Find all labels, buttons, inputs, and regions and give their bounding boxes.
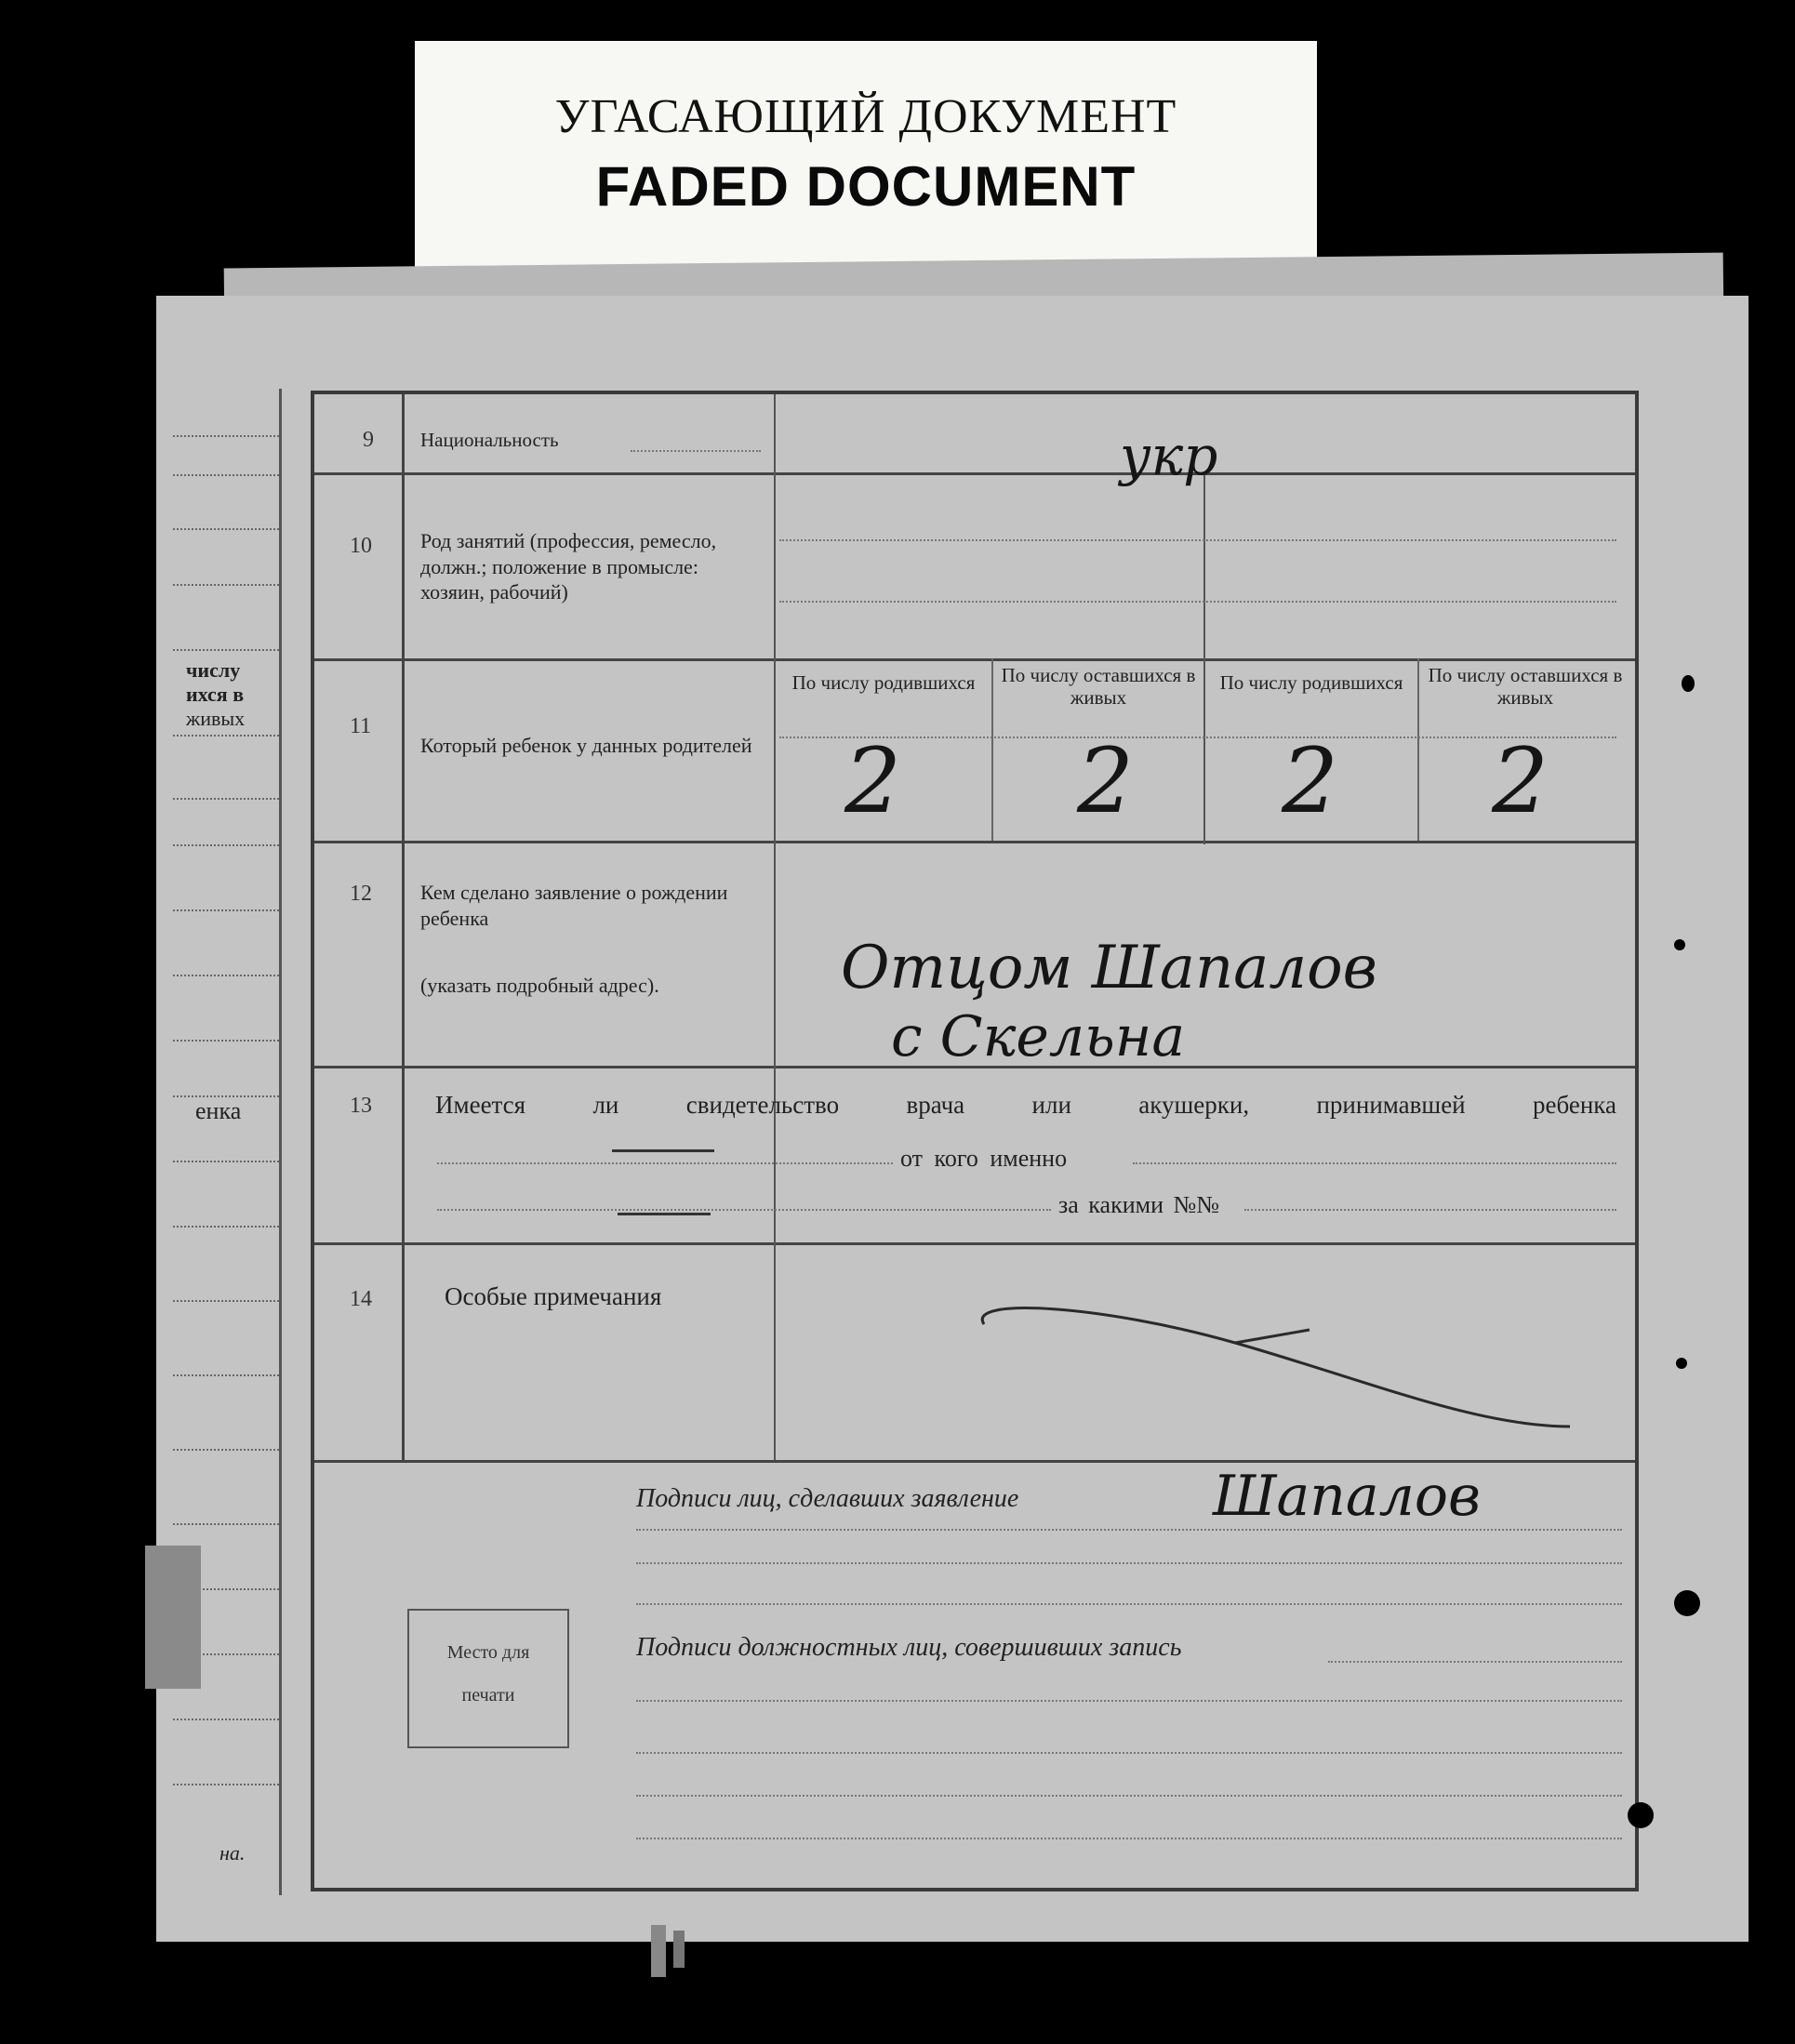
faded-label-ru: УГАСАЮЩИЙ ДОКУМЕНТ xyxy=(554,90,1177,143)
row-13-dash-1 xyxy=(612,1149,714,1152)
strip-text-4: енка xyxy=(195,1097,242,1124)
bottom-tab-2 xyxy=(673,1931,685,1968)
row-9-label: Национальность xyxy=(420,429,559,451)
row-10-label: Род занятий (профессия, ремесло, должн.; положение в промысле: хозяин, рабочий) xyxy=(420,529,717,604)
stamp-place-line-1: Место для xyxy=(446,1642,530,1663)
row-11-header-1: По числу родившихся xyxy=(791,671,976,694)
row-12-label: Кем сделано заявление о рождении ребенка xyxy=(420,881,728,930)
strip-text-3: живых xyxy=(186,707,246,730)
row-11-value-4: 2 xyxy=(1492,729,1549,833)
row-13-number: 13 xyxy=(350,1094,372,1118)
row-11-label: Который ребенок у данных родителей xyxy=(420,734,752,757)
stamp-place-line-2: печати xyxy=(461,1685,515,1706)
strip-text-5: на. xyxy=(219,1841,246,1865)
applicants-signature-label: Подписи лиц, сделавших заявление xyxy=(636,1484,1019,1513)
row-9-nationality-value: укр xyxy=(1120,424,1218,487)
row-9-number: 9 xyxy=(363,428,374,452)
row-13-from-whom-label: от кого именно xyxy=(900,1145,1068,1172)
faded-label-en: FADED DOCUMENT xyxy=(595,155,1137,218)
row-11-header-4: По числу оставшихся в живых xyxy=(1428,664,1623,710)
binder-hole-1 xyxy=(1674,1590,1700,1616)
torn-paper-piece xyxy=(145,1546,201,1689)
row-11-number: 11 xyxy=(350,714,372,738)
row-14-dash-stroke xyxy=(956,1287,1607,1436)
row-10-number: 10 xyxy=(350,534,372,558)
bottom-tab-1 xyxy=(651,1925,666,1977)
officials-signature-label: Подписи должностных лиц, совершивших запись xyxy=(636,1633,1182,1662)
row-14-label: Особые примечания xyxy=(445,1282,662,1310)
row-11-value-3: 2 xyxy=(1282,729,1339,833)
row-11-value-1: 2 xyxy=(844,729,902,833)
birth-record-form xyxy=(311,391,1639,1891)
row-12-applicant-village: с Скельна xyxy=(891,1004,1186,1069)
strip-text-1: числу xyxy=(186,658,241,682)
row-13-label: Имеется ли свидетельство врача или акушерки, принимавшей ребенка xyxy=(435,1091,1616,1119)
row-14-number: 14 xyxy=(350,1287,372,1311)
row-12-sublabel: (указать подробный адрес). xyxy=(420,974,659,997)
row-13-dash-2 xyxy=(618,1213,711,1215)
stamp-place-box xyxy=(407,1609,569,1748)
faded-document-label xyxy=(415,41,1317,292)
row-11-header-3: По числу родившихся xyxy=(1219,671,1403,694)
row-12-applicant-name: Отцом Шапалов xyxy=(841,934,1377,1002)
binder-hole-2 xyxy=(1628,1802,1654,1828)
strip-text-2: ихся в xyxy=(186,683,245,706)
binder-hole-5 xyxy=(1676,1358,1687,1369)
row-11-value-2: 2 xyxy=(1077,729,1135,833)
applicants-signature-value: Шапалов xyxy=(1213,1464,1481,1529)
row-12-number: 12 xyxy=(350,882,372,906)
row-13-numbers-label: за какими №№ xyxy=(1058,1191,1220,1218)
binder-hole-4 xyxy=(1674,939,1685,950)
binder-hole-3 xyxy=(1682,675,1695,692)
row-11-header-2: По числу оставшихся в живых xyxy=(1001,664,1196,710)
